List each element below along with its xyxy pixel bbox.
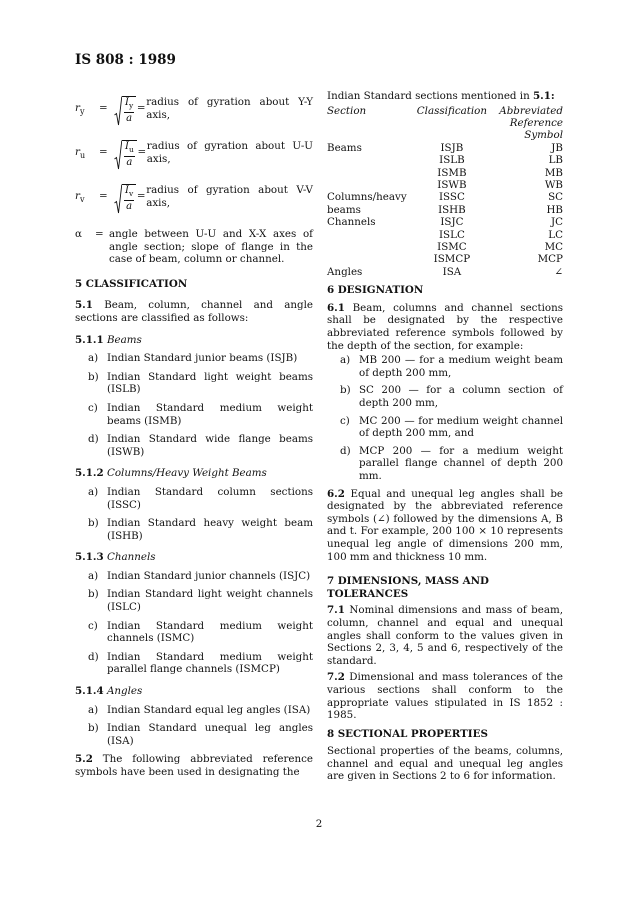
subsection-list [75,334,313,748]
subsection-title: Beams [106,333,142,346]
list-item-label: b) [340,384,351,397]
list-item [340,445,563,483]
list-item-text: Indian Standard medium weight channels (ISMC) [107,619,313,645]
table-row [327,266,563,278]
page-number: 2 [315,818,323,830]
subsection-heading [75,467,313,480]
list-item-text: Indian Standard light weight beams (ISLB) [107,370,313,396]
numerator [124,141,135,157]
cell-symbol: JB [551,141,563,154]
list-item-label: c) [340,414,350,427]
left-column [75,96,313,779]
cell-symbol: MC [544,241,563,254]
cell-symbol: SC [548,191,563,204]
cell-classification: ISMC [437,241,467,254]
numerator [124,185,134,201]
formula-equals: = [99,190,108,202]
formula-symbol [75,96,99,119]
list-item-text: Indian Standard medium weight beams (ISMB) [107,401,313,427]
para-5-2-reference: 5.1: [532,90,555,102]
list-item-label: a) [88,352,99,365]
square-root [114,140,137,170]
alpha-symbol: α [75,228,82,240]
formula-description: radius of gyration about Y-Y axis, [146,96,313,121]
list-item [88,588,313,613]
list-item [88,570,313,583]
list-item [88,722,313,747]
para-7-1-number: 7.1 [327,604,345,617]
list-item-label: d) [340,444,351,457]
classification-list [75,352,313,458]
table-row [327,179,563,191]
cell-classification: ISWB [437,179,467,192]
cell-classification: ISMB [437,166,467,179]
subsection-number: 5.1.2 [75,467,104,480]
subsection-title: Channels [106,551,156,564]
cell-symbol: MCP [537,253,563,266]
numerator [124,97,134,113]
cell-section [327,229,407,241]
denominator: a [126,157,133,168]
formula-equals: = [136,190,146,202]
cell-classification: ISA [442,265,462,278]
square-root [114,184,136,214]
cell-section [327,154,407,166]
cell-classification: ISSC [438,191,465,204]
table-body [327,142,563,278]
subsection-heading [75,334,313,347]
cell-section: Angles [327,265,363,278]
formula-symbol [75,140,99,163]
symbol-subscript: u [79,151,86,161]
list-item-label: a) [340,354,351,367]
list-item-label: b) [88,722,99,735]
subsection-number: 5.1.4 [75,685,104,698]
subsection-title: Angles [106,685,143,698]
table-row [327,154,563,166]
cell-section [327,241,407,253]
subsection-number: 5.1.1 [75,333,104,346]
list-item [88,486,313,511]
table-header-symbol: Abbreviated Reference Symbol [499,104,563,142]
subsection-heading [75,685,313,698]
numerator-subscript: v [128,189,134,198]
cell-classification: ISJB [440,141,464,154]
cell-section: Beams [327,141,362,154]
list-item [88,651,313,676]
cell-classification: ISLB [439,154,465,167]
cell-classification: ISJC [440,216,464,229]
list-item-text: Indian Standard junior beams (ISJB) [107,352,298,365]
list-item-label: d) [88,433,99,446]
numerator-subscript: u [128,145,134,154]
list-item-label: a) [88,703,99,716]
cell-symbol: WB [544,179,563,192]
section-6-heading: 6 DESIGNATION [327,284,424,297]
list-item [88,402,313,427]
numerator-subscript: y [128,101,134,110]
list-item-text: Indian Standard light weight channels (ISLC) [107,588,313,614]
list-item [340,384,563,409]
table-header-classification: Classification [416,104,488,117]
numerator-letter: I [125,97,129,108]
symbol-subscript: y [79,107,85,117]
para-8: Sectional properties of the beams, columns, channel and equal and unequal leg angles are given in Sections 2 to 6 for information. [327,745,563,783]
section-5-heading: 5 CLASSIFICATION [75,277,188,290]
symbol-subscript: v [79,195,85,205]
list-item-label: a) [88,485,99,498]
designation-examples [327,354,563,482]
list-item-label: b) [88,517,99,530]
list-item-label: b) [88,370,99,383]
list-item-text: Indian Standard wide flange beams (ISWB) [107,433,313,458]
formula-row [75,96,313,126]
formula-symbol [75,184,99,207]
cell-section [327,253,407,265]
list-item [340,354,563,379]
formula-list [75,96,313,214]
cell-classification: ISHB [438,203,466,216]
list-item-label: c) [88,619,98,632]
cell-symbol: LC [548,228,563,241]
numerator-letter: I [125,185,129,196]
cell-section [327,167,407,179]
para-7-2-number: 7.2 [327,671,345,684]
list-item-text: Indian Standard medium weight parallel flange channels (ISMCP) [107,650,313,676]
list-item-text: MC 200 — for medium weight channel of depth 200 mm, and [359,414,563,440]
list-item-text: MB 200 — for a medium weight beam of depth 200 mm, [359,354,563,379]
para-6-1-text: Beam, columns and channel sections shall be designated by the respective abbreviated reference symbols followed by the depth of the section, for example: [327,301,563,352]
para-5-1 [75,299,313,324]
list-item-text: Indian Standard column sections (ISSC) [107,485,313,511]
list-item [340,415,563,440]
cell-symbol: JC [550,216,563,229]
fraction [122,184,136,214]
cell-symbol: ∠ [554,265,563,278]
para-6-1-number: 6.1 [327,301,345,314]
para-6-1 [327,302,563,352]
list-item [88,517,313,542]
cell-symbol: MB [544,166,563,179]
list-item-text: Indian Standard junior channels (ISJC) [107,569,311,582]
list-item-text: Indian Standard unequal leg angles (ISA) [107,722,313,747]
table-row [327,253,563,265]
page-header: IS 808 : 1989 [75,52,176,68]
fraction [122,96,136,126]
radical-sign-icon [114,96,122,126]
para-7-2 [327,671,563,721]
list-item-label: b) [88,588,99,601]
table-row [327,229,563,241]
classification-list [75,704,313,748]
list-item [88,704,313,717]
para-5-2-number: 5.2 [75,753,93,766]
section-8-heading: 8 SECTIONAL PROPERTIES [327,727,488,740]
numerator-letter: I [125,141,129,152]
fraction [122,140,137,170]
table-row [327,142,563,154]
radical-sign-icon [114,140,122,170]
denominator: a [126,113,133,124]
para-5-2-text: The following abbreviated reference symbols have been used in designating the [75,753,313,778]
para-5-1-number: 5.1 [75,299,93,312]
subsection-heading [75,551,313,564]
list-item-label: a) [88,569,99,582]
subsection-title: Columns/Heavy Weight Beams [106,467,267,480]
alpha-description: angle between U-U and X-X axes of angle section; slope of flange in the case of beam, column or channel. [109,228,313,266]
table-header-row [327,105,563,142]
cell-classification: ISLC [438,228,465,241]
formula-equals: = [136,102,146,114]
cell-symbol: HB [546,203,563,216]
classification-list [75,486,313,542]
alpha-definition [75,228,313,266]
list-item [88,620,313,645]
table-row [327,241,563,253]
cell-section: beams [327,203,361,216]
alpha-equals: = [95,228,104,240]
table-header-section: Section [327,104,367,117]
table-row [327,167,563,179]
denominator: a [126,201,133,212]
formula-description: radius of gyration about U-U axis, [146,140,313,165]
list-item-text: MCP 200 — for a medium weight parallel flange channel of depth 200 mm. [359,444,563,482]
list-item-text: Indian Standard heavy weight beam (ISHB) [107,517,313,542]
square-root [114,96,136,126]
para-6-2-text: Equal and unequal leg angles shall be designated by the abbreviated reference symbols (∠) followed by the dimensions A, B and t. For example, 200 100 × 10 represents unequal leg angle of dimensions 200 mm, 100 mm and thickness 10 mm. [327,487,563,563]
subsection-number: 5.1.3 [75,551,104,564]
para-5-2-continued-text: Indian Standard sections mentioned in [327,90,533,102]
cell-symbol: LB [548,154,563,167]
cell-section [327,179,407,191]
list-item-text: Indian Standard equal leg angles (ISA) [107,703,311,716]
formula-equals: = [99,102,108,114]
list-item [88,371,313,396]
formula-description: radius of gyration about V-V axis, [146,184,313,209]
section-7-heading: 7 DIMENSIONS, MASS AND TOLERANCES [327,575,489,600]
para-5-2 [75,753,313,778]
formula-row [75,140,313,170]
cell-section: Columns/heavy [327,191,407,204]
symbol-letter: r [75,102,80,114]
cell-section: Channels [327,216,376,229]
radical-sign-icon [114,184,122,214]
designation-table [327,105,563,279]
list-item [88,433,313,458]
formula-equals: = [137,146,147,158]
symbol-letter: r [75,190,80,202]
para-7-1 [327,604,563,667]
list-item [88,352,313,365]
list-item-label: d) [88,650,99,663]
formula-row [75,184,313,214]
list-item-label: c) [88,401,98,414]
para-5-1-text: Beam, column, channel and angle sections are classified as follows: [75,299,313,324]
formula-equals: = [99,146,108,158]
para-7-1-text: Nominal dimensions and mass of beam, column, channel and equal and unequal angles shall conform to the values given in Sections 2, 3, 4, 5 and 6, respectively of the standard. [327,604,563,667]
classification-list [75,570,313,676]
para-7-2-text: Dimensional and mass tolerances of the various sections shall conform to the appropriate values stipulated in IS 1852 : 1985. [327,671,563,722]
table-row [327,204,563,216]
para-6-2 [327,488,563,564]
table-row [327,216,563,228]
right-column [327,90,563,783]
para-6-2-number: 6.2 [327,487,345,500]
para-5-2-continued [327,90,563,103]
list-item-text: SC 200 — for a column section of depth 200 mm, [359,384,563,410]
symbol-letter: r [75,146,80,158]
cell-classification: ISMCP [433,253,471,266]
table-row [327,191,563,203]
